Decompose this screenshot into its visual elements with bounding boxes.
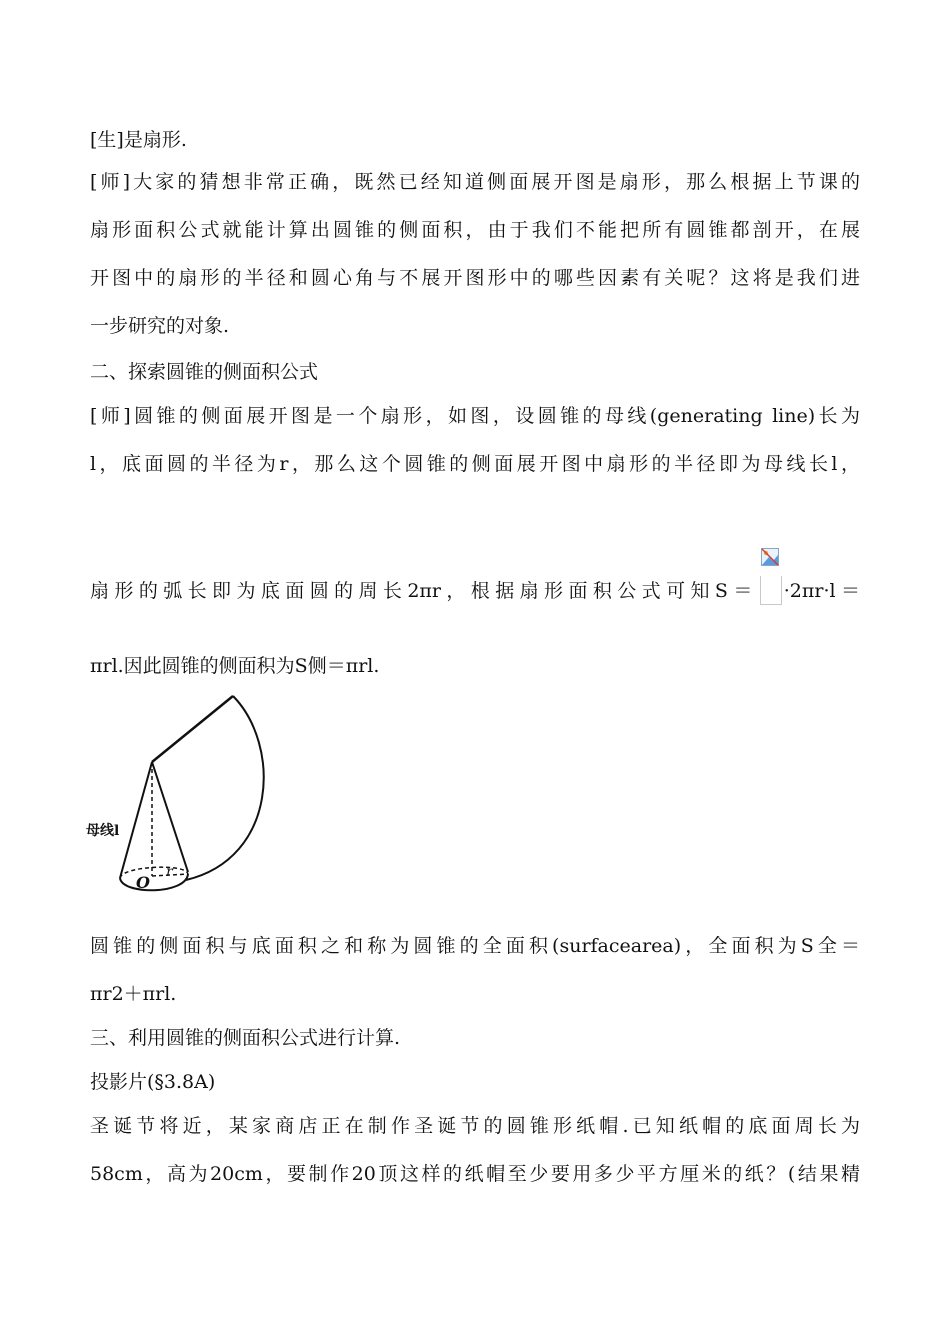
slide-reference: 投影片(§3.8A) — [90, 1071, 216, 1093]
paragraph-line: 开图中的扇形的半径和圆心角与不展开图形中的哪些因素有关呢？这将是我们进 — [90, 267, 860, 289]
result-line: πrl.因此圆锥的侧面积为S侧＝πrl. — [90, 655, 380, 677]
dialogue-student: [生]是扇形. — [90, 129, 187, 151]
paragraph-line: πr2＋πrl. — [90, 983, 177, 1005]
label-center: O — [136, 873, 150, 892]
label-radius: r — [166, 864, 173, 880]
cone-net-figure — [86, 690, 276, 900]
section-heading: 三、利用圆锥的侧面积公式进行计算. — [90, 1027, 401, 1049]
paragraph-line: l，底面圆的半径为r，那么这个圆锥的侧面展开图中扇形的半径即为母线长l， — [90, 453, 860, 475]
label-generatrix: 母线l — [86, 823, 120, 839]
fraction-image-placeholder — [760, 576, 782, 605]
paragraph-line: 一步研究的对象. — [90, 315, 230, 337]
paragraph-line: [师]大家的猜想非常正确，既然已经知道侧面展开图是扇形，那么根据上节课的 — [90, 171, 860, 193]
formula-text-after: ·2πr·l＝ — [783, 580, 860, 602]
paragraph-line: [师]圆锥的侧面展开图是一个扇形，如图，设圆锥的母线(generating line)长为 — [90, 405, 860, 427]
paragraph-line: 58cm，高为20cm，要制作20顶这样的纸帽至少要用多少平方厘米的纸？(结果精 — [90, 1163, 860, 1185]
formula-line — [90, 576, 860, 605]
paragraph-line: 圆锥的侧面积与底面积之和称为圆锥的全面积(surfacearea)，全面积为S全＝ — [90, 935, 860, 957]
section-heading: 二、探索圆锥的侧面积公式 — [90, 361, 319, 383]
paragraph-line: 扇形面积公式就能计算出圆锥的侧面积，由于我们不能把所有圆锥都剖开，在展 — [90, 219, 860, 241]
broken-image-icon — [761, 548, 779, 566]
paragraph-line: 圣诞节将近，某家商店正在制作圣诞节的圆锥形纸帽.已知纸帽的底面周长为 — [90, 1115, 860, 1137]
formula-text-before: 扇形的弧长即为底面圆的周长2πr，根据扇形面积公式可知S＝ — [90, 580, 758, 602]
